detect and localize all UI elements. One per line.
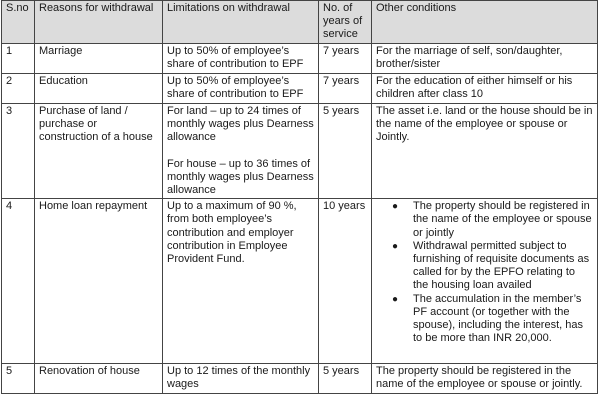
list-item bbox=[392, 200, 593, 240]
header-other-conditions: Other conditions bbox=[372, 1, 598, 44]
table-header-row bbox=[2, 1, 598, 44]
bullet-icon: ● bbox=[392, 240, 399, 252]
paragraph-gap bbox=[167, 145, 314, 158]
header-reasons: Reasons for withdrawal bbox=[35, 1, 163, 44]
cell-conditions: The property should be registered in the name of the employee or spouse or jointly. bbox=[372, 364, 598, 393]
cell-limitation: Up to 50% of employee’s share of contribution to EPF bbox=[163, 74, 319, 104]
cell-sno: 3 bbox=[2, 104, 35, 199]
limitation-house: For house – up to 36 times of monthly wages plus Dearness allowance bbox=[167, 157, 314, 197]
cell-conditions bbox=[372, 199, 598, 364]
header-sno: S.no bbox=[2, 1, 35, 44]
cell-limitation: Up to a maximum of 90 %, from both employee’s contribution and employer contribution in Employee Provident Fund. bbox=[163, 199, 319, 364]
cell-years: 5 years bbox=[319, 104, 372, 199]
cell-years: 7 years bbox=[319, 44, 372, 74]
cell-conditions: For the education of either himself or his children after class 10 bbox=[372, 74, 598, 104]
list-item bbox=[392, 239, 593, 293]
cell-reason: Home loan repayment bbox=[35, 199, 163, 364]
cell-reason: Marriage bbox=[35, 44, 163, 74]
condition-text: Withdrawal permitted subject to furnishing of requisite documents as called for by the EPFO relating to the housing loan availed bbox=[413, 239, 590, 292]
header-years-of-service: No. of years of service bbox=[319, 1, 372, 44]
cell-reason: Renovation of house bbox=[35, 364, 163, 393]
cell-reason: Purchase of land / purchase or construction of a house bbox=[35, 104, 163, 199]
table-row bbox=[2, 74, 598, 104]
conditions-bullet-list bbox=[376, 200, 593, 345]
cell-limitation: Up to 50% of employee’s share of contribution to EPF bbox=[163, 44, 319, 74]
cell-sno: 1 bbox=[2, 44, 35, 74]
epf-withdrawal-table bbox=[1, 0, 598, 394]
cell-limitation: Up to 12 times of the monthly wages bbox=[163, 364, 319, 393]
cell-conditions: For the marriage of self, son/daughter, brother/sister bbox=[372, 44, 598, 74]
list-item bbox=[392, 292, 593, 346]
cell-reason: Education bbox=[35, 74, 163, 104]
cell-years: 5 years bbox=[319, 364, 372, 393]
cell-years: 10 years bbox=[319, 199, 372, 364]
cell-sno: 5 bbox=[2, 364, 35, 393]
table-row bbox=[2, 199, 598, 364]
bullet-icon: ● bbox=[392, 293, 399, 305]
condition-text: The accumulation in the member’s PF account (or together with the spouse), including the interest, has to be more than INR 20,000. bbox=[413, 292, 583, 345]
cell-sno: 2 bbox=[2, 74, 35, 104]
condition-text: The property should be registered in the name of the employee or spouse or jointly bbox=[413, 200, 592, 239]
cell-conditions: The asset i.e. land or the house should be in the name of the employee or spouse or Jointly. bbox=[372, 104, 598, 199]
cell-limitation bbox=[163, 104, 319, 199]
table-row bbox=[2, 44, 598, 74]
cell-years: 7 years bbox=[319, 74, 372, 104]
cell-sno: 4 bbox=[2, 199, 35, 364]
header-limitations: Limitations on withdrawal bbox=[163, 1, 319, 44]
table-row bbox=[2, 364, 598, 393]
table-row bbox=[2, 104, 598, 199]
bullet-icon: ● bbox=[392, 201, 399, 213]
limitation-land: For land – up to 24 times of monthly wages plus Dearness allowance bbox=[167, 105, 314, 144]
